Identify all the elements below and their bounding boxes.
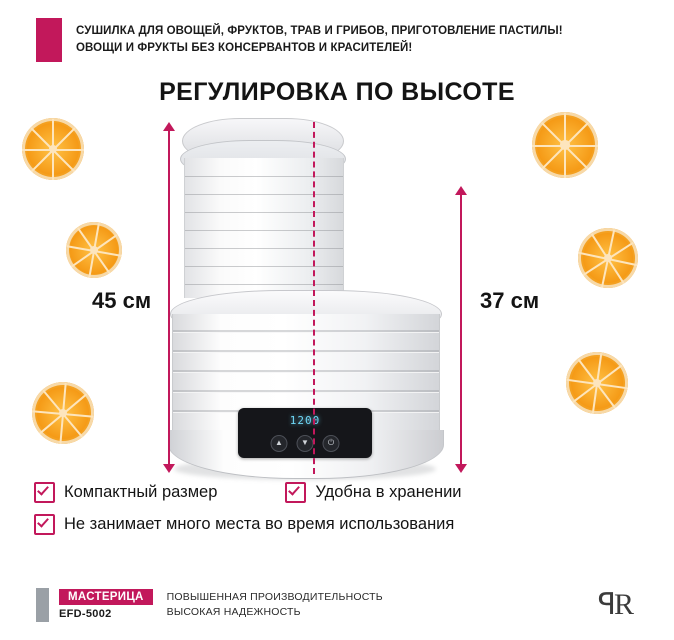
right-measure-label: 37 см <box>480 288 540 313</box>
feature-label: Не занимает много места во время использования <box>64 515 455 533</box>
header-accent-bar <box>36 18 62 62</box>
orange-segment <box>564 146 566 178</box>
brand-model: EFD-5002 <box>59 608 112 620</box>
check-icon <box>34 482 55 503</box>
manufacturer-logo: ꟼR <box>597 588 632 621</box>
check-icon <box>285 482 306 503</box>
orange-segment <box>52 150 54 180</box>
footer-claim-2: ВЫСОКАЯ НАДЕЖНОСТЬ <box>166 605 301 618</box>
check-icon <box>34 514 55 535</box>
orange-slice-left-1 <box>22 118 84 180</box>
control-panel[interactable] <box>238 408 372 458</box>
increase-button[interactable]: ▲ <box>271 435 288 452</box>
header-line-1: СУШИЛКА ДЛЯ ОВОЩЕЙ, ФРУКТОВ, ТРАВ И ГРИБОВ, ПРИГОТОВЛЕНИЕ ПАСТИЛЫ! <box>76 25 563 38</box>
panel-button-group <box>271 435 340 452</box>
header-line-2: ОВОЩИ И ФРУКТЫ БЕЗ КОНСЕРВАНТОВ И КРАСИТЕЛЕЙ! <box>76 42 413 54</box>
center-dashed-line <box>313 122 315 474</box>
orange-slice-left-2 <box>66 222 122 278</box>
right-measure-line <box>460 194 462 466</box>
left-arrow-head-bottom <box>163 464 175 473</box>
header-text <box>76 18 563 62</box>
feature-list <box>34 482 644 546</box>
footer-claim-1: ПОВЫШЕННАЯ ПРОИЗВОДИТЕЛЬНОСТЬ <box>166 590 383 603</box>
orange-slice-right-1 <box>532 112 598 178</box>
feature-row-2 <box>34 514 644 535</box>
orange-slice-left-3 <box>32 382 94 444</box>
right-arrow-head-bottom <box>455 464 467 473</box>
feature-label: Удобна в хранении <box>315 483 462 501</box>
orange-slice-right-3 <box>566 352 628 414</box>
product-image <box>168 118 468 473</box>
orange-core <box>90 246 98 254</box>
decrease-button[interactable]: ▼ <box>297 435 314 452</box>
left-measure-label: 45 см <box>92 288 152 313</box>
orange-slice-right-2 <box>578 228 638 288</box>
feature-item-space <box>34 514 454 535</box>
brand-block <box>59 589 153 620</box>
left-measure-line <box>168 130 170 466</box>
brand-name: МАСТЕРИЦА <box>59 589 153 605</box>
footer <box>36 587 638 622</box>
power-button[interactable]: ⏻ <box>323 435 340 452</box>
product-upper-trays <box>184 158 344 298</box>
footer-claims <box>167 590 383 619</box>
feature-item-compact <box>34 482 217 503</box>
orange-core <box>560 140 569 149</box>
feature-row-1 <box>34 482 644 503</box>
timer-display: 1200 <box>289 414 321 427</box>
feature-item-storage <box>285 482 461 503</box>
orange-segment <box>53 149 84 151</box>
footer-accent-bar <box>36 588 49 622</box>
feature-label: Компактный размер <box>64 483 218 501</box>
header <box>36 18 636 62</box>
page-title: РЕГУЛИРОВКА ПО ВЫСОТЕ <box>159 78 515 106</box>
orange-segment <box>565 145 598 147</box>
